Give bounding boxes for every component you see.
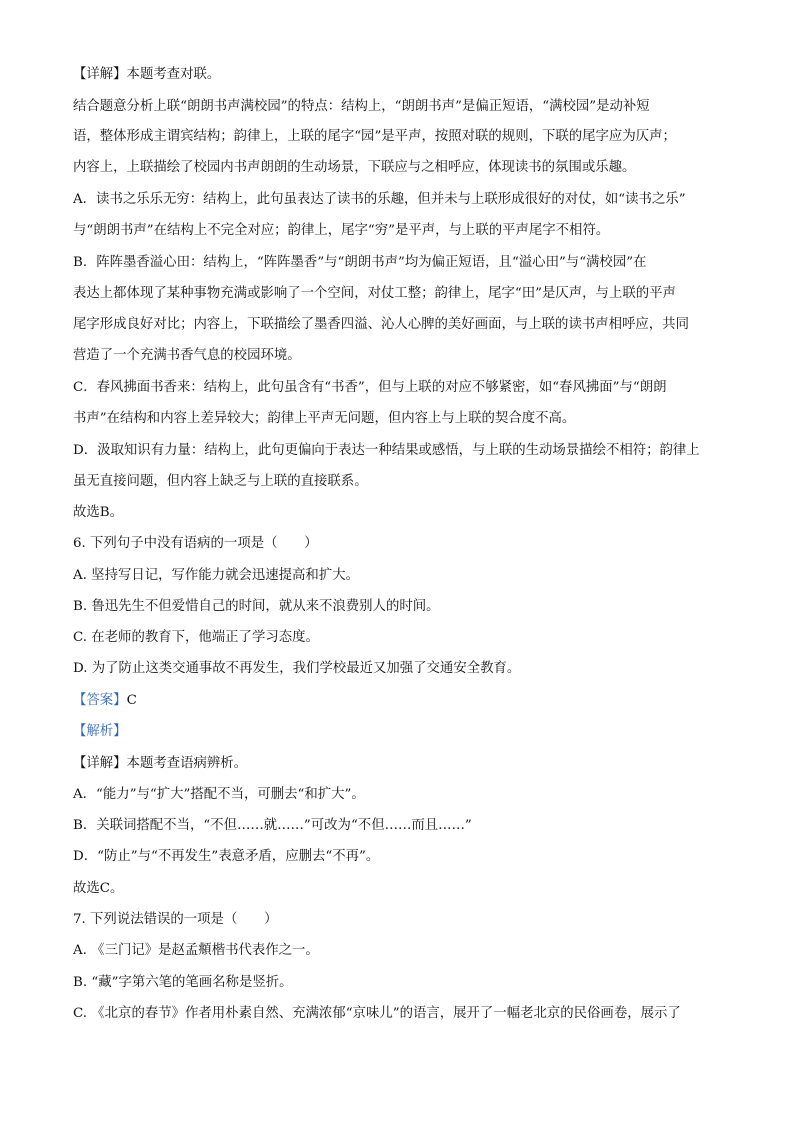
text-line: 尾字形成良好对比；内容上，下联描绘了墨香四溢、沁人心脾的美好画面，与上联的读书声相呼应，共同 xyxy=(73,317,689,332)
text-line: 【详解】本题考查对联。 xyxy=(73,67,221,82)
option-c: C. 在老师的教育下，他端正了学习态度。 xyxy=(73,630,319,645)
text-line: 虽无直接问题，但内容上缺乏与上联的直接联系。 xyxy=(73,474,368,489)
text-line: D．“防止”与“不再发生”表意矛盾，应删去“不再”。 xyxy=(73,849,380,864)
text-line: 书声”在结构和内容上差异较大；韵律上平声无问题，但内容上与上联的契合度不高。 xyxy=(73,411,576,426)
option-b: B. “藏”字第六笔的笔画名称是竖折。 xyxy=(73,975,293,990)
option-a: A. 《三门记》是赵孟頫楷书代表作之一。 xyxy=(73,943,319,958)
text-line: 【详解】本题考查语病辨析。 xyxy=(73,756,248,771)
text-line: A．读书之乐乐无穷：结构上，此句虽表达了读书的乐趣，但并未与上联形成很好的对仗，如“读书之乐” xyxy=(73,192,686,207)
answer-line xyxy=(73,691,137,711)
text-line: 营造了一个充满书香气息的校园环境。 xyxy=(73,348,301,363)
option-d: D. 为了防止这类交通事故不再发生，我们学校最近又加强了交通安全教育。 xyxy=(73,661,521,676)
text-line: 故选B。 xyxy=(73,505,124,520)
text-line: B．阵阵墨香溢心田：结构上，“阵阵墨香”与“朗朗书声”均为偏正短语，且“溢心田”与“满校园”在 xyxy=(73,255,647,270)
text-line: 内容上，上联描绘了校园内书声朗朗的生动场景，下联应与之相呼应，体现读书的氛围或乐趣。 xyxy=(73,160,636,175)
answer-value: C xyxy=(126,693,137,708)
text-line: D．汲取知识有力量：结构上，此句更偏向于表达一种结果或感悟，与上联的生动场景描绘不相符；韵律上 xyxy=(73,443,700,458)
answer-tag: 【答案】 xyxy=(73,693,127,708)
text-line: 故选C。 xyxy=(73,881,124,896)
text-line: B．关联词搭配不当，“不但……就……”可改为“不但……而且……” xyxy=(73,818,472,833)
question-title: 6. 下列句子中没有语病的一项是（ ） xyxy=(73,536,318,551)
analysis-tag: 【解析】 xyxy=(73,724,127,739)
text-line: 结合题意分析上联“朗朗书声满校园”的特点：结构上，“朗朗书声”是偏正短语，“满校园”是动补短 xyxy=(73,99,650,114)
question-title: 7. 下列说法错误的一项是（ ） xyxy=(73,912,278,927)
text-line: C．春风拂面书香来：结构上，此句虽含有“书香”，但与上联的对应不够紧密，如“春风拂面”与“朗朗 xyxy=(73,380,667,395)
option-a: A. 坚持写日记，写作能力就会迅速提高和扩大。 xyxy=(73,568,359,583)
option-c: C. 《北京的春节》作者用朴素自然、充满浓郁“京味儿”的语言，展开了一幅老北京的民俗画卷，展示了 xyxy=(73,1006,681,1021)
option-b: B. 鲁迅先生不但爱惜自己的时间，就从来不浪费别人的时间。 xyxy=(73,599,440,614)
text-line: 与“朗朗书声”在结构上不完全对应；韵律上，尾字“穷”是平声，与上联的平声尾字不相符。 xyxy=(73,223,610,238)
text-line: A．“能力”与“扩大”搭配不当，可删去“和扩大”。 xyxy=(73,787,365,802)
text-line: 表达上都体现了某种事物充满或影响了一个空间，对仗工整；韵律上，尾字“田”是仄声，与上联的平声 xyxy=(73,286,676,301)
text-line: 语，整体形成主谓宾结构；韵律上，上联的尾字“园”是平声，按照对联的规则，下联的尾字应为仄声； xyxy=(73,129,676,144)
